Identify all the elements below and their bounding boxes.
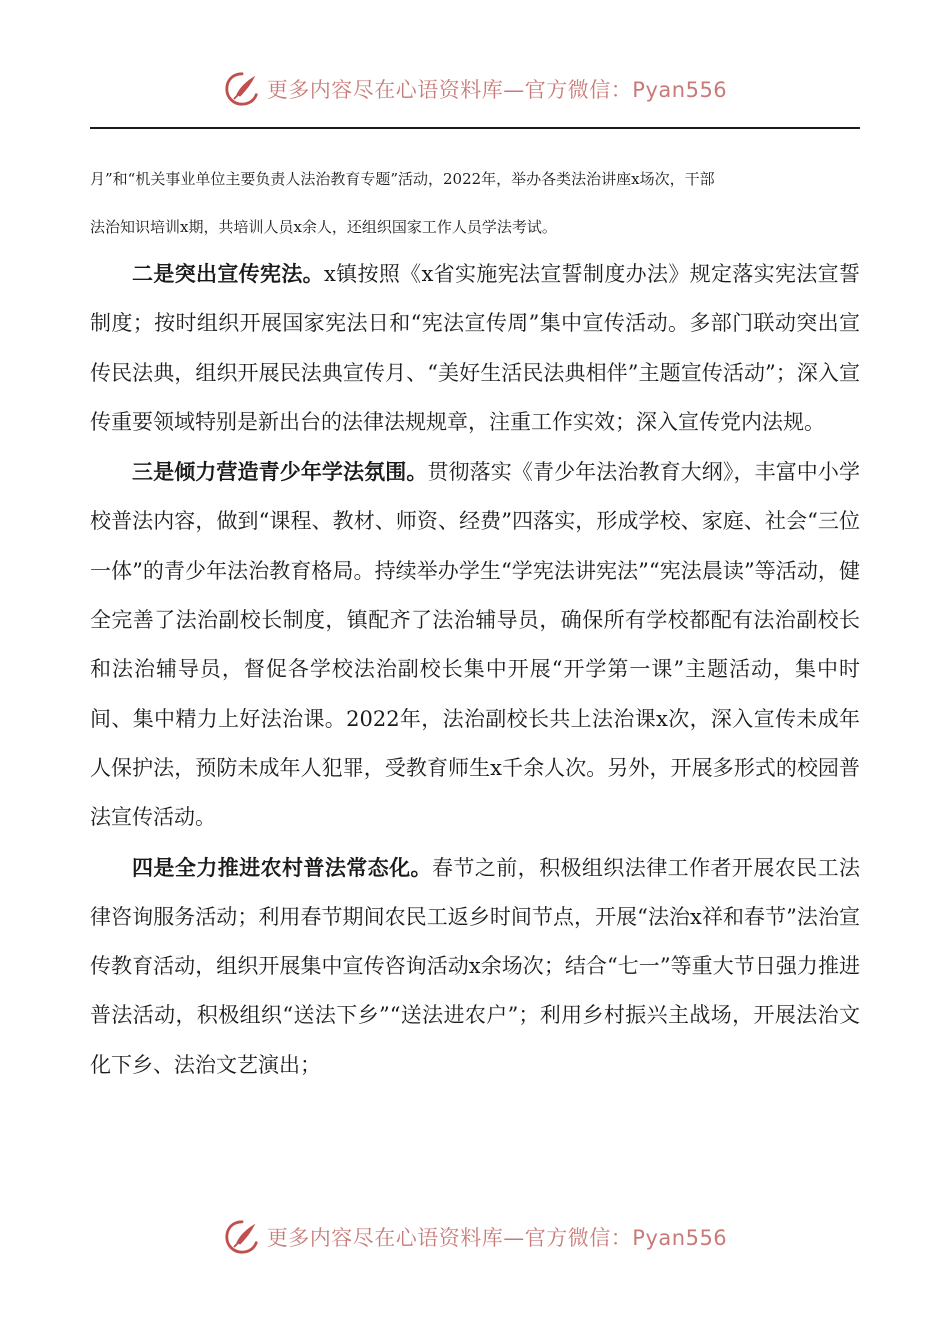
paragraph-text: 贯彻落实《青少年法治教育大纲》，丰富中小学校普法内容，做到“课程、教材、师资、经费”四落实，形成学校、家庭、社会“三位一体”的青少年法治教育格局。持续举办学生“学宪法讲宪法”“宪法晨读”等活动，健全完善了法治副校长制度，镇配齐了法治辅导员，确保所有学校都配有法治副校长和法治辅导员，督促各学校法治副校长集中开展“开学第一课”主题活动，集中时间、集中精力上好法治课。2022年，法治副校长共上法治课x次，深入宣传未成年人保护法，预防未成年人犯罪，受教育师生x千余人次。另外，开展多形式的校园普法宣传活动。	[90, 460, 861, 830]
paragraph-lead: 四是全力推进农村普法常态化。	[132, 854, 432, 880]
paragraph-constitution	[90, 249, 860, 447]
document-body	[90, 249, 860, 1090]
paragraph-text: 春节之前，积极组织法律工作者开展农民工法律咨询服务活动；利用春节期间农民工返乡时间节点，开展“法治x祥和春节”法治宣传教育活动，组织开展集中宣传咨询活动x余场次；结合“七一”等重大节日强力推进普法活动，积极组织“送法下乡”“送法进农户”；利用乡村振兴主战场，开展法治文化下乡、法治文艺演出；	[90, 855, 861, 1077]
footer-banner	[0, 1212, 950, 1262]
continuation-line-1: 月”和“机关事业单位主要负责人法治教育专题”活动，2022年，举办各类法治讲座x场次，干部	[90, 170, 715, 188]
header-banner-text: 更多内容尽在心语资料库—官方微信：Pyan556	[266, 78, 728, 102]
paragraph-lead: 三是倾力营造青少年学法氛围。	[132, 459, 428, 485]
paragraph-rural	[90, 843, 860, 1090]
quill-swirl-icon	[223, 1218, 261, 1256]
paragraph-youth	[90, 447, 860, 842]
header-divider	[90, 127, 860, 129]
header-banner	[0, 64, 950, 114]
paragraph-lead: 二是突出宣传宪法。	[132, 261, 324, 286]
continuation-line-2: 法治知识培训x期，共培训人员x余人，还组织国家工作人员学法考试。	[90, 218, 557, 236]
quill-swirl-icon	[223, 70, 261, 108]
paragraph-text: x镇按照《x省实施宪法宣誓制度办法》规定落实宪法宣誓制度；按时组织开展国家宪法日和“宪法宣传周”集中宣传活动。多部门联动突出宣传民法典，组织开展民法典宣传月、“美好生活民法典相伴”主题宣传活动”；深入宣传重要领域特别是新出台的法律法规规章，注重工作实效；深入宣传党内法规。	[90, 262, 861, 434]
footer-banner-text: 更多内容尽在心语资料库—官方微信：Pyan556	[266, 1226, 728, 1250]
